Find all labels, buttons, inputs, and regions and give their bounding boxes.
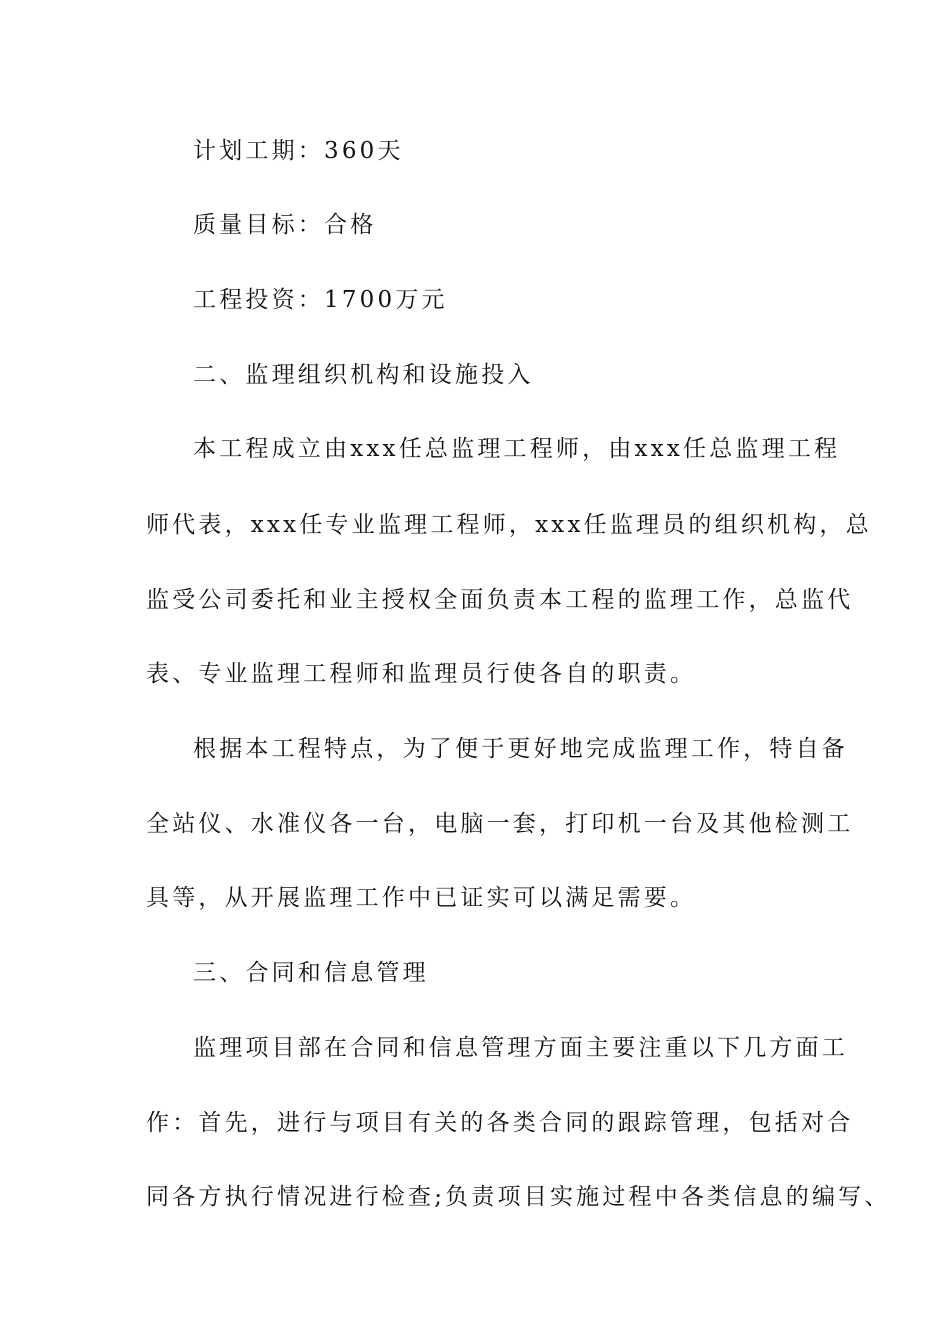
paragraph-line: 全站仪、水准仪各一台，电脑一套，打印机一台及其他检测工 — [146, 811, 854, 837]
quality-target-line: 质量目标：合格 — [193, 212, 377, 238]
paragraph-line: 表、专业监理工程师和监理员行使各自的职责。 — [146, 661, 697, 687]
paragraph-line: 根据本工程特点，为了便于更好地完成监理工作，特自备 — [193, 736, 848, 762]
paragraph-line: 本工程成立由xxx任总监理工程师，由xxx任总监理工程 — [193, 436, 841, 462]
section-heading-3: 三、合同和信息管理 — [193, 960, 429, 986]
paragraph-line: 师代表，xxx任专业监理工程师，xxx任监理员的组织机构，总 — [146, 512, 872, 538]
paragraph-line: 具等，从开展监理工作中已证实可以满足需要。 — [146, 885, 697, 911]
planned-duration-line: 计划工期：360天 — [193, 138, 404, 164]
paragraph-line: 同各方执行情况进行检查;负责项目实施过程中各类信息的编写、 — [146, 1184, 891, 1210]
investment-line: 工程投资：1700万元 — [193, 287, 448, 313]
paragraph-line: 监受公司委托和业主授权全面负责本工程的监理工作，总监代 — [146, 587, 854, 613]
paragraph-line: 监理项目部在合同和信息管理方面主要注重以下几方面工 — [193, 1035, 848, 1061]
paragraph-line: 作：首先，进行与项目有关的各类合同的跟踪管理，包括对合 — [146, 1110, 854, 1136]
section-heading-2: 二、监理组织机构和设施投入 — [193, 362, 534, 388]
